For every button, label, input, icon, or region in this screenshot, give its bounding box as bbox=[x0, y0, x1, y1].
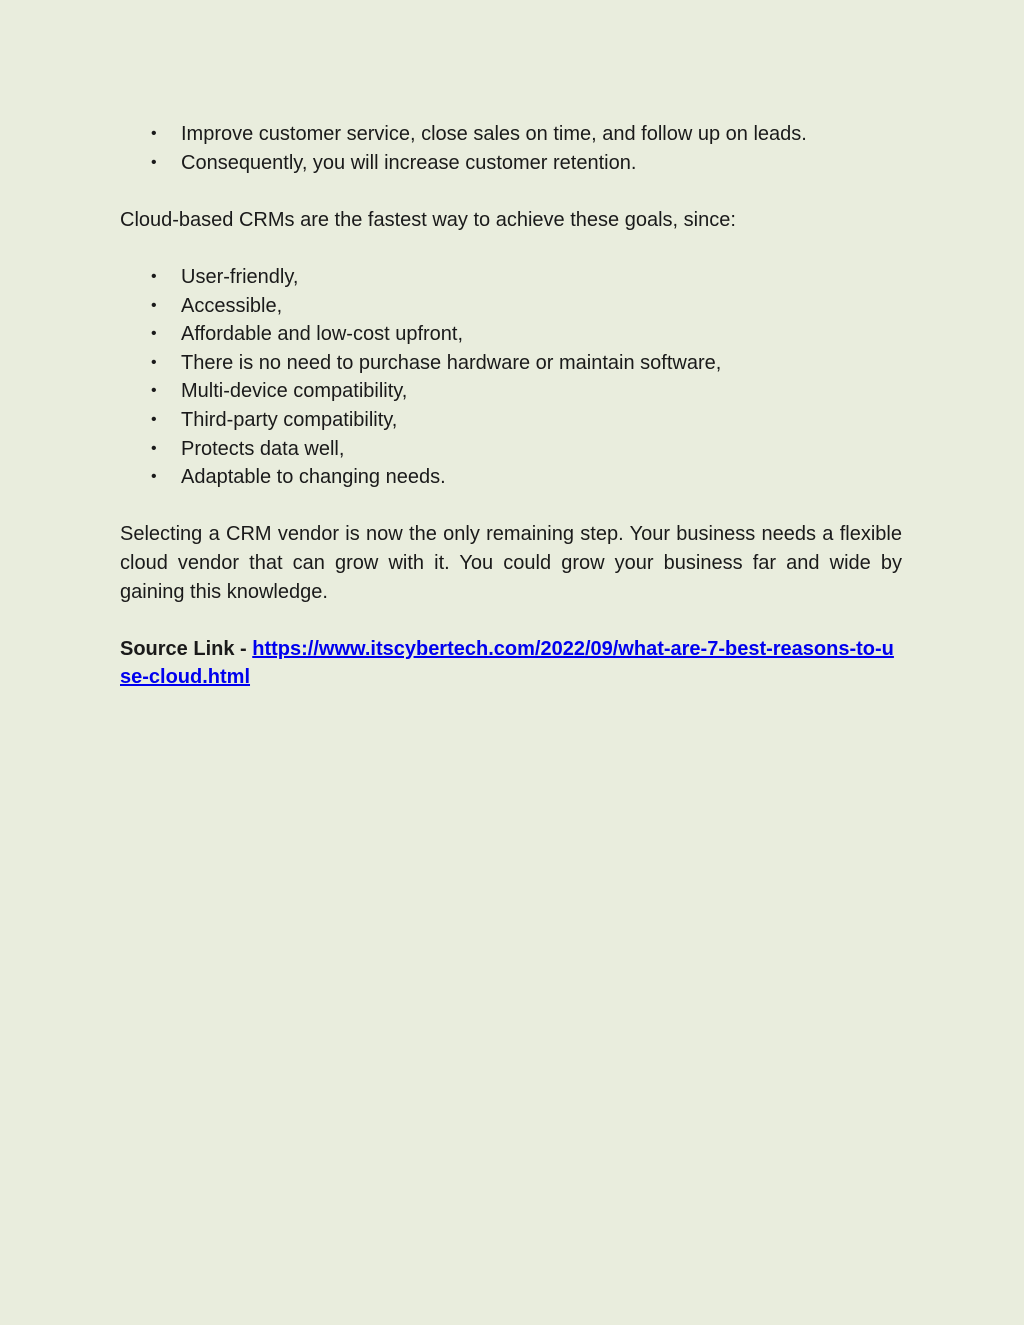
bullet-icon: • bbox=[151, 382, 157, 400]
bullet-icon: • bbox=[151, 325, 157, 343]
list-item-text: Accessible, bbox=[181, 294, 283, 317]
source-link[interactable]: https://www.itscybertech.com/2022/09/what-are-7-best-reasons-to-use-cloud.html bbox=[120, 637, 894, 689]
list-item-text: Adaptable to changing needs. bbox=[181, 466, 446, 489]
bullet-icon: • bbox=[151, 153, 157, 171]
list-item-text: There is no need to purchase hardware or maintain software, bbox=[181, 351, 722, 374]
list-item bbox=[120, 120, 902, 149]
bullet-icon: • bbox=[151, 439, 157, 457]
list-item bbox=[120, 406, 902, 435]
bullet-icon: • bbox=[151, 468, 157, 486]
list-item bbox=[120, 149, 902, 178]
list-item bbox=[120, 349, 902, 378]
spacer bbox=[120, 606, 902, 635]
list-item-text: User-friendly, bbox=[181, 265, 299, 288]
bullet-icon: • bbox=[151, 353, 157, 371]
spacer bbox=[120, 177, 902, 206]
list-item-text: Consequently, you will increase customer retention. bbox=[181, 151, 637, 174]
bullet-icon: • bbox=[151, 267, 157, 285]
reasons-list bbox=[120, 263, 902, 492]
spacer bbox=[120, 492, 902, 521]
bullet-icon: • bbox=[151, 125, 157, 142]
list-item bbox=[120, 292, 902, 321]
list-item bbox=[120, 263, 902, 292]
bullet-icon: • bbox=[151, 296, 157, 314]
source-label: Source Link - bbox=[120, 637, 253, 660]
spacer bbox=[120, 234, 902, 263]
benefits-list bbox=[120, 120, 902, 177]
list-item-text: Affordable and low-cost upfront, bbox=[181, 323, 464, 346]
document-body bbox=[120, 120, 902, 692]
list-item bbox=[120, 377, 902, 406]
intro-paragraph: Cloud-based CRMs are the fastest way to achieve these goals, since: bbox=[120, 208, 736, 231]
list-item-text: Improve customer service, close sales on time, and follow up on leads. bbox=[181, 123, 807, 145]
source-paragraph bbox=[120, 635, 902, 692]
list-item-text: Protects data well, bbox=[181, 437, 345, 460]
list-item bbox=[120, 320, 902, 349]
list-item bbox=[120, 463, 902, 492]
closing-paragraph: Selecting a CRM vendor is now the only remaining step. Your business needs a flexible cloud vendor that can grow with it. You could grow your business far and wide by gaining this knowledge. bbox=[120, 523, 902, 603]
list-item-text: Multi-device compatibility, bbox=[181, 380, 408, 403]
bullet-icon: • bbox=[151, 410, 157, 428]
list-item-text: Third-party compatibility, bbox=[181, 408, 398, 431]
list-item bbox=[120, 435, 902, 464]
